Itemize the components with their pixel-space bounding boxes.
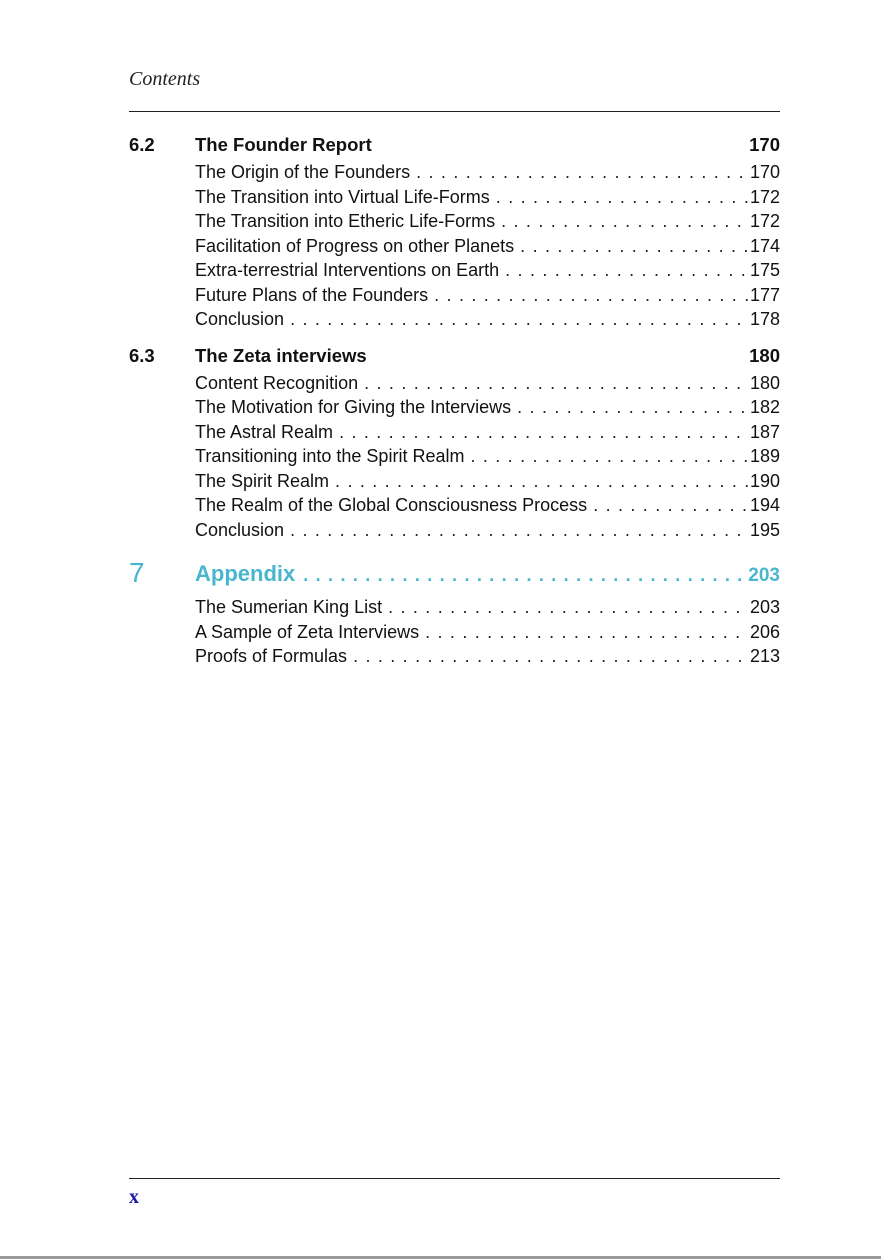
toc-entry-page: 203: [749, 597, 780, 617]
dot-leader: [470, 444, 747, 469]
toc-entry[interactable]: [195, 283, 780, 308]
toc-entry-page: 206: [749, 621, 780, 642]
toc-entry[interactable]: [195, 469, 780, 494]
toc-entry-page: 194: [749, 495, 780, 515]
toc-entry-label: Extra-terrestrial Interventions on Earth: [195, 260, 500, 280]
dot-leader: [339, 420, 748, 445]
toc-entry-page: 195: [749, 519, 780, 540]
toc-entry[interactable]: [195, 258, 780, 283]
toc-entry-page: 178: [749, 309, 780, 329]
toc-entry[interactable]: [195, 209, 780, 234]
toc-entry[interactable]: [195, 444, 780, 469]
toc-entry[interactable]: [195, 395, 780, 420]
dot-leader: [353, 644, 748, 669]
dot-leader: [593, 493, 748, 518]
toc-entry[interactable]: [195, 644, 780, 669]
toc-entry-page: 174: [749, 235, 780, 256]
dot-leader: [520, 234, 748, 259]
dot-leader: [496, 185, 748, 210]
section-title: The Founder Report: [195, 134, 372, 155]
toc-entry-label: The Motivation for Giving the Interviews: [195, 397, 512, 417]
dot-leader: [425, 620, 748, 645]
toc-entry-label: Conclusion: [195, 519, 285, 540]
toc-chapter-entries: [129, 595, 780, 669]
dot-leader: [364, 371, 748, 396]
toc-entry-page: 190: [749, 470, 780, 491]
toc-entry-label: Conclusion: [195, 309, 285, 329]
toc-entry-page: 189: [749, 446, 780, 466]
toc-entry-page: 170: [749, 162, 780, 182]
dot-leader: [335, 469, 748, 494]
toc-entry[interactable]: [195, 620, 780, 645]
toc-entry-label: Content Recognition: [195, 372, 359, 393]
toc-entry-page: 177: [749, 284, 780, 305]
chapter-page-number: 203: [748, 565, 780, 586]
toc-entry-label: A Sample of Zeta Interviews: [195, 621, 420, 642]
footer-rule: [129, 1178, 780, 1179]
dot-leader: [517, 395, 748, 420]
toc-entry-label: The Astral Realm: [195, 421, 334, 442]
toc-entry-label: Facilitation of Progress on other Planets: [195, 235, 515, 256]
toc-entry[interactable]: [195, 371, 780, 396]
toc-entry[interactable]: [195, 420, 780, 445]
toc-entry[interactable]: [195, 518, 780, 543]
chapter-title: Appendix: [195, 561, 296, 586]
chapter-number: 7: [129, 557, 145, 588]
toc-entry[interactable]: [195, 185, 780, 210]
toc-entry[interactable]: [195, 493, 780, 518]
toc-entry-label: The Transition into Etheric Life-Forms: [195, 211, 496, 231]
toc-entry[interactable]: [195, 307, 780, 332]
section-page-number: 170: [749, 134, 780, 155]
section-number: 6.3: [129, 344, 155, 366]
section-heading[interactable]: [129, 132, 780, 160]
toc-section-6-2: [129, 132, 780, 332]
toc-entry-page: 213: [749, 646, 780, 666]
section-number: 6.2: [129, 134, 155, 155]
toc-entry-label: The Realm of the Global Consciousness Process: [195, 495, 588, 515]
dot-leader: [388, 595, 748, 620]
toc-entry-page: 187: [749, 421, 780, 442]
section-page-number: 180: [749, 344, 780, 366]
section-heading[interactable]: [129, 343, 780, 371]
toc-entry-label: The Transition into Virtual Life-Forms: [195, 186, 490, 207]
dot-leader: [290, 307, 748, 332]
section-title: The Zeta interviews: [195, 344, 367, 366]
toc-section-6-3: [129, 343, 780, 543]
toc-entry[interactable]: [195, 595, 780, 620]
dot-leader: [501, 209, 748, 234]
dot-leader: [303, 565, 744, 593]
dot-leader: [290, 518, 748, 543]
toc-entry-label: The Spirit Realm: [195, 470, 330, 491]
toc-entry-label: Proofs of Formulas: [195, 646, 348, 666]
dot-leader: [505, 258, 748, 283]
toc-entry-page: 172: [749, 186, 780, 207]
toc-entry-page: 180: [749, 372, 780, 393]
toc-entry-page: 175: [749, 260, 780, 280]
toc-entry-page: 172: [749, 211, 780, 231]
dot-leader: [434, 283, 748, 308]
page-folio: x: [129, 1186, 139, 1208]
running-head: Contents: [129, 68, 201, 90]
toc-entry[interactable]: [195, 160, 780, 185]
toc-entry-label: The Origin of the Founders: [195, 162, 411, 182]
toc-entry-label: Transitioning into the Spirit Realm: [195, 446, 465, 466]
toc-entry-page: 182: [749, 397, 780, 417]
toc-chapter-heading[interactable]: [129, 557, 780, 595]
toc-entry[interactable]: [195, 234, 780, 259]
header-rule: [129, 111, 780, 112]
dot-leader: [416, 160, 748, 185]
toc-entry-label: The Sumerian King List: [195, 597, 383, 617]
toc-entry-label: Future Plans of the Founders: [195, 284, 429, 305]
table-of-contents: [129, 132, 780, 669]
